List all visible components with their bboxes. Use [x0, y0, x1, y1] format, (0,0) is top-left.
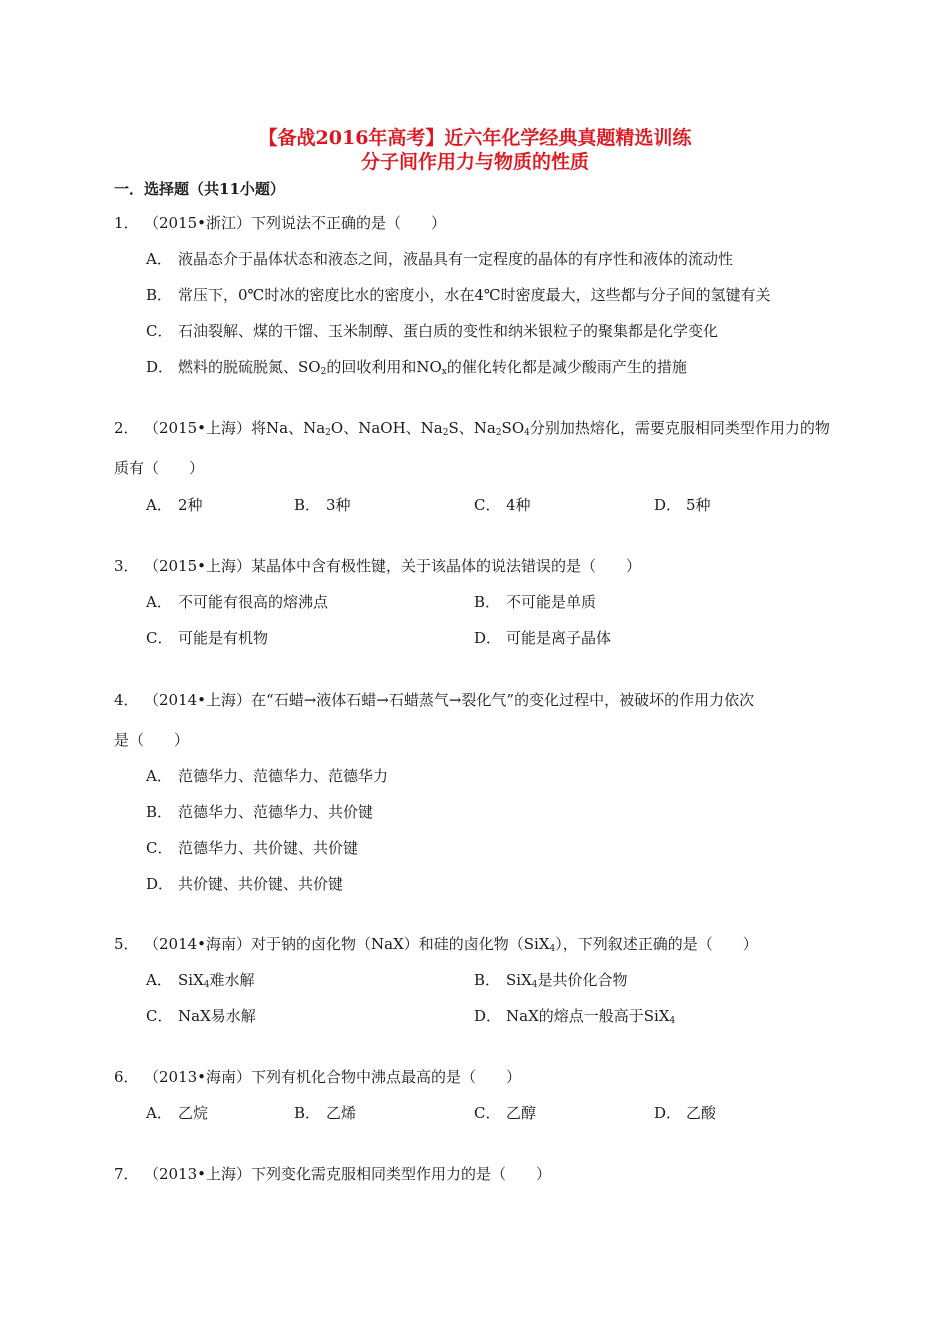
- question-1-option-c: C． 石油裂解、煤的干馏、玉米制醇、蛋白质的变性和纳米银粒子的聚集都是化学变化: [146, 322, 719, 340]
- question-2-option-d: D． 5种: [654, 496, 711, 514]
- question-3-option-c: C． 可能是有机物: [146, 629, 269, 647]
- question-1-stem: 1． （2015•浙江）下列说法不正确的是（ ）: [114, 214, 447, 232]
- question-6-option-c: C． 乙醇: [474, 1104, 537, 1122]
- document-subtitle: 分子间作用力与物质的性质: [360, 151, 589, 173]
- question-3-stem: 3． （2015•上海）某晶体中含有极性键，关于该晶体的说法错误的是（ ）: [114, 557, 642, 575]
- question-6-option-b: B． 乙烯: [294, 1104, 357, 1122]
- question-1-option-d: D． 燃料的脱硫脱氮、$SO_2$的回收利用和$NO_x$的催化转化都是减少酸雨产生的措施: [146, 358, 687, 377]
- question-6-option-a: A． 乙烷: [146, 1104, 209, 1122]
- question-5-option-b: B． SiX$_4$是共价化合物: [474, 971, 628, 990]
- question-5-stem: 5． （2014•海南）对于钠的卤化物（NaX）和硅的卤化物（SiX$_4$），下列叙述正确的是（ ）: [114, 935, 758, 954]
- question-4-stem-continued: 是（ ）: [114, 731, 190, 749]
- question-2-stem: 2． （2015•上海）将Na、$Na_2O$、NaOH、$Na_2S$、$Na_2SO_4$分别加热熔化，需要克服相同类型作用力的物: [114, 419, 830, 438]
- question-3-option-a: A． 不可能有很高的熔沸点: [146, 593, 329, 611]
- question-2-option-a: A． 2种: [146, 496, 203, 514]
- question-1-option-b: B． 常压下，0℃时冰的密度比水的密度小，水在4℃时密度最大，这些都与分子间的氢键有关: [146, 286, 771, 304]
- question-2-stem-continued: 质有（ ）: [114, 459, 205, 477]
- question-5-option-a: A． SiX$_4$难水解: [146, 971, 255, 990]
- question-6-stem: 6． （2013•海南）下列有机化合物中沸点最高的是（ ）: [114, 1068, 522, 1086]
- question-4-option-d: D． 共价键、共价键、共价键: [146, 875, 344, 893]
- question-7-stem: 7． （2013•上海）下列变化需克服相同类型作用力的是（ ）: [114, 1165, 552, 1183]
- question-4-option-b: B． 范德华力、范德华力、共价键: [146, 803, 374, 821]
- question-1-option-a: A． 液晶态介于晶体状态和液态之间，液晶具有一定程度的晶体的有序性和液体的流动性: [146, 250, 734, 268]
- question-4-option-c: C． 范德华力、共价键、共价键: [146, 839, 359, 857]
- question-6-option-d: D． 乙酸: [654, 1104, 717, 1122]
- question-4-option-a: A． 范德华力、范德华力、范德华力: [146, 767, 389, 785]
- document-title: 【备战2016年高考】近六年化学经典真题精选训练: [258, 127, 692, 149]
- question-5-option-d: D． NaX的熔点一般高于SiX$_4$: [474, 1007, 676, 1026]
- question-3-option-d: D． 可能是离子晶体: [474, 629, 612, 647]
- question-5-option-c: C． NaX易水解: [146, 1007, 256, 1025]
- question-4-stem: 4． （2014•上海）在“石蜡→液体石蜡→石蜡蒸气→裂化气”的变化过程中，被破坏的作用力依次: [114, 691, 755, 709]
- question-2-option-c: C． 4种: [474, 496, 531, 514]
- question-3-option-b: B． 不可能是单质: [474, 593, 597, 611]
- question-2-option-b: B． 3种: [294, 496, 351, 514]
- section-heading: 一．选择题（共11小题）: [114, 180, 285, 198]
